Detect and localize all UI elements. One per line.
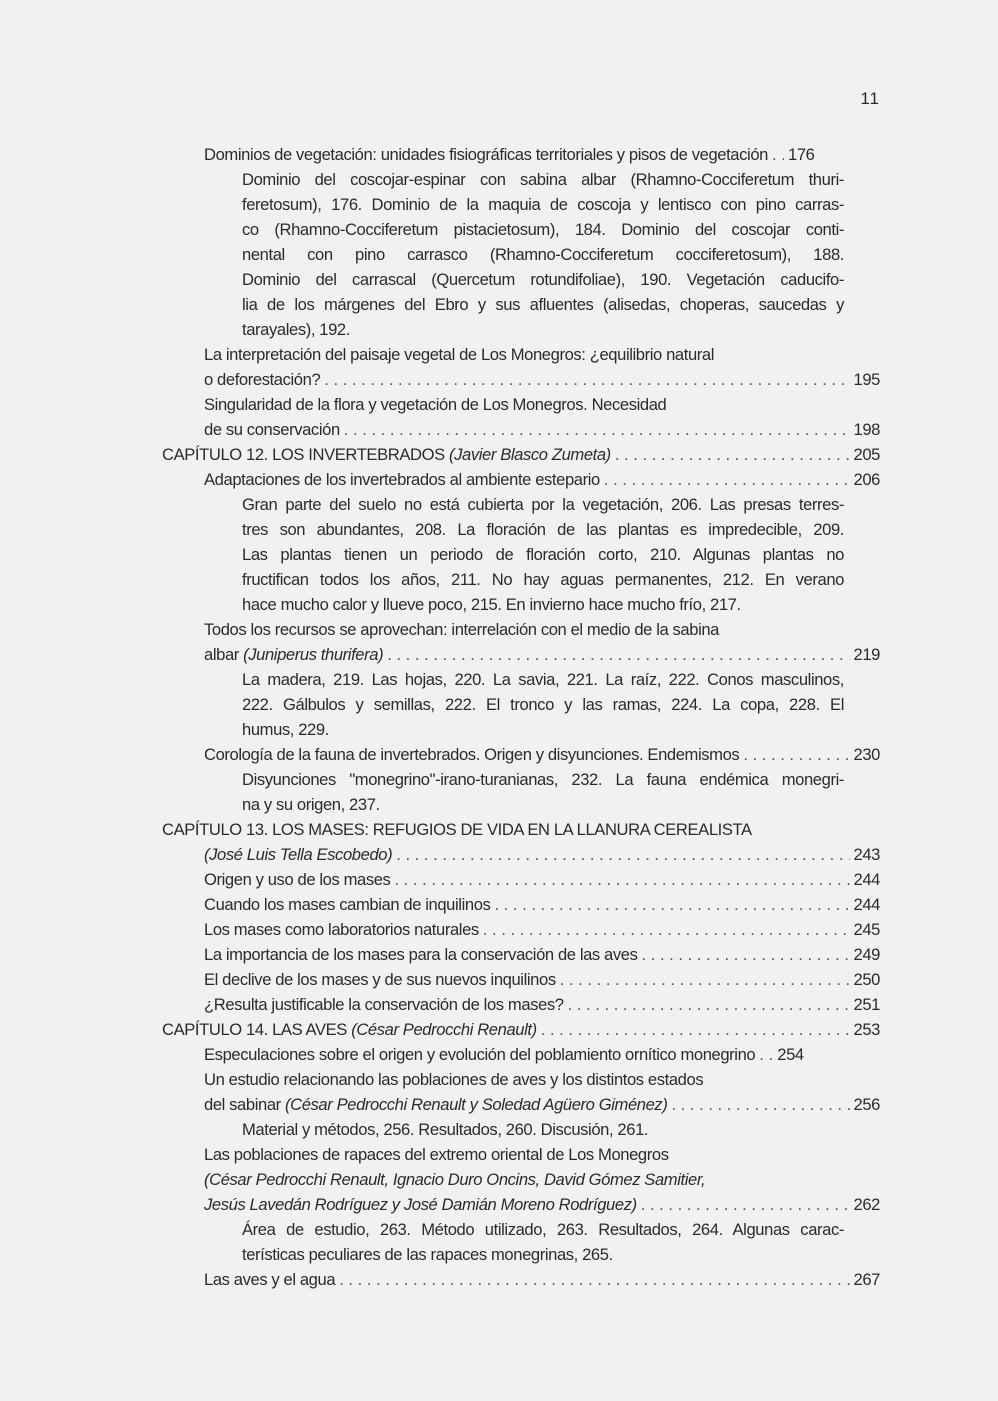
toc-page-number: 262 xyxy=(853,1195,880,1214)
toc-entry-especulaciones xyxy=(162,1042,880,1067)
leader-dots xyxy=(387,642,849,667)
toc-page-number: 254 xyxy=(777,1045,804,1064)
leader-dots xyxy=(560,967,850,992)
description-line: Gran parte del suelo no está cubierta por la vegetación, 206. Las presas terres- xyxy=(242,495,844,514)
description-line: tarayales), 192. xyxy=(242,320,350,339)
toc-page-number: 206 xyxy=(853,470,880,489)
leader-dots xyxy=(759,1042,773,1067)
toc-chapter-13 xyxy=(162,842,880,867)
leader-dots xyxy=(642,942,850,967)
page-number: 11 xyxy=(860,89,880,108)
leader-dots xyxy=(344,417,850,442)
toc-entry-description xyxy=(162,767,880,817)
leader-dots xyxy=(671,1092,849,1117)
description-line: co (Rhamno-Cocciferetum pistacietosum), 184. Dominio del coscojar conti- xyxy=(242,220,844,239)
toc-page-number: 267 xyxy=(853,1270,880,1289)
leader-dots xyxy=(568,992,850,1017)
leader-dots xyxy=(641,1192,850,1217)
toc-entry-title: Origen y uso de los mases xyxy=(204,870,391,889)
leader-dots xyxy=(743,742,849,767)
toc-entry-title: de su conservación xyxy=(204,420,340,439)
toc-entry-title: ¿Resulta justificable la conservación de los mases? xyxy=(204,995,564,1014)
leader-dots xyxy=(494,892,849,917)
toc-entry-title: Las aves y el agua xyxy=(204,1270,336,1289)
toc-chapter-14 xyxy=(162,1017,880,1042)
toc-page-number: 205 xyxy=(853,445,880,464)
chapter-title: CAPÍTULO 13. LOS MASES: REFUGIOS DE VIDA EN LA LLANURA CEREALISTA xyxy=(162,820,752,839)
leader-dots xyxy=(324,367,849,392)
toc-page-number: 253 xyxy=(853,1020,880,1039)
toc-entry xyxy=(162,867,880,892)
species-name: (Juniperus thurifera) xyxy=(243,645,384,664)
toc-page-number: 243 xyxy=(853,845,880,864)
chapter-author: (José Luis Tella Escobedo) xyxy=(204,845,393,864)
description-line: tres son abundantes, 208. La floración de las plantas es impredecible, 209. xyxy=(242,520,844,539)
toc-entry-title: La interpretación del paisaje vegetal de Los Monegros: ¿equilibrio natural xyxy=(204,345,715,364)
description-line: Área de estudio, 263. Método utilizado, 263. Resultados, 264. Algunas carac- xyxy=(242,1220,844,1239)
description-line: Dominio del coscojar-espinar con sabina albar (Rhamno-Cocciferetum thuri- xyxy=(242,170,844,189)
toc-entry-title: Dominios de vegetación: unidades fisiográficas territoriales y pisos de vegetación xyxy=(204,145,768,164)
toc-entry-title: albar xyxy=(204,645,239,664)
leader-dots xyxy=(541,1017,850,1042)
chapter-author: (César Pedrocchi Renault) xyxy=(351,1020,537,1039)
description-line: hace mucho calor y llueve poco, 215. En invierno hace mucho frío, 217. xyxy=(242,595,741,614)
leader-dots xyxy=(772,142,784,167)
toc-entry-title: El declive de los mases y de sus nuevos inquilinos xyxy=(204,970,556,989)
chapter-author: (Javier Blasco Zumeta) xyxy=(449,445,611,464)
leader-dots xyxy=(483,917,850,942)
description-line: terísticas peculiares de las rapaces monegrinas, 265. xyxy=(242,1245,613,1264)
toc-entry-estudio xyxy=(162,1092,880,1117)
toc-entry-title: Un estudio relacionando las poblaciones de aves y los distintos estados xyxy=(204,1070,704,1089)
toc-entry-title: La importancia de los mases para la conservación de las aves xyxy=(204,945,638,964)
description-line: Disyunciones "monegrino"-irano-turanianas, 232. La fauna endémica monegri- xyxy=(242,770,844,789)
toc-entry-recursos xyxy=(162,642,880,667)
leader-dots xyxy=(396,842,849,867)
chapter-title: CAPÍTULO 14. LAS AVES xyxy=(162,1020,347,1039)
toc-entry-rapaces xyxy=(162,1192,880,1217)
toc-entry-corologia xyxy=(162,742,880,767)
toc-entry-title: Todos los recursos se aprovechan: interrelación con el medio de la sabina xyxy=(204,620,720,639)
toc-entry xyxy=(162,992,880,1017)
toc-entry-title: Singularidad de la flora y vegetación de Los Monegros. Necesidad xyxy=(204,395,667,414)
toc-entry-description xyxy=(162,492,880,617)
toc-entry xyxy=(162,917,880,942)
toc-entry-interpretacion xyxy=(162,367,880,392)
toc-entry-title: Adaptaciones de los invertebrados al ambiente estepario xyxy=(204,470,600,489)
toc-entry-description xyxy=(162,167,880,342)
toc-chapter-12 xyxy=(162,442,880,467)
entry-author: Jesús Lavedán Rodríguez y José Damián Moreno Rodríguez) xyxy=(204,1195,637,1214)
description-line: La madera, 219. Las hojas, 220. La savia, 221. La raíz, 222. Conos masculinos, xyxy=(242,670,844,689)
toc-page-number: 251 xyxy=(853,995,880,1014)
chapter-title: CAPÍTULO 12. LOS INVERTEBRADOS xyxy=(162,445,445,464)
leader-dots xyxy=(394,867,849,892)
toc-entry-adaptaciones xyxy=(162,467,880,492)
toc-page-number: 245 xyxy=(853,920,880,939)
toc-page-number: 195 xyxy=(853,370,880,389)
description-line: Dominio del carrascal (Quercetum rotundifoliae), 190. Vegetación caducifo- xyxy=(242,270,844,289)
description-line: feretosum), 176. Dominio de la maquia de coscoja y lentisco con pino carras- xyxy=(242,195,844,214)
toc-entry-description xyxy=(162,1117,880,1142)
description-line: fructifican todos los años, 211. No hay aguas permanentes, 212. En verano xyxy=(242,570,844,589)
toc-entry-title: Corología de la fauna de invertebrados. Origen y disyunciones. Endemismos xyxy=(204,745,740,764)
leader-dots xyxy=(615,442,850,467)
toc-page-number: 198 xyxy=(853,420,880,439)
toc-page-number: 256 xyxy=(853,1095,880,1114)
toc-entry-title: Especulaciones sobre el origen y evolución del poblamiento ornítico monegrino xyxy=(204,1045,756,1064)
toc-page-number: 230 xyxy=(853,745,880,764)
toc-page-number: 250 xyxy=(853,970,880,989)
leader-dots xyxy=(339,1267,849,1292)
toc-page-number: 249 xyxy=(853,945,880,964)
description-line: Las plantas tienen un periodo de floración corto, 210. Algunas plantas no xyxy=(242,545,844,564)
toc-entry-description xyxy=(162,1217,880,1267)
toc-entry-title: Cuando los mases cambian de inquilinos xyxy=(204,895,491,914)
description-line: 222. Gálbulos y semillas, 222. El tronco y las ramas, 224. La copa, 228. El xyxy=(242,695,844,714)
description-line: lia de los márgenes del Ebro y sus afluentes (alisedas, choperas, saucedas y xyxy=(242,295,844,314)
toc-page-number: 244 xyxy=(853,870,880,889)
toc-page-number: 219 xyxy=(853,645,880,664)
table-of-contents xyxy=(162,142,880,1292)
description-line: humus, 229. xyxy=(242,720,329,739)
toc-entry-title: Los mases como laboratorios naturales xyxy=(204,920,479,939)
toc-entry-singularidad xyxy=(162,417,880,442)
toc-entry xyxy=(162,892,880,917)
toc-entry-dominios xyxy=(162,142,880,167)
entry-author: (César Pedrocchi Renault, Ignacio Duro Oncins, David Gómez Samitier, xyxy=(204,1170,706,1189)
toc-page-number: 176 xyxy=(787,145,815,164)
toc-entry xyxy=(162,942,880,967)
toc-entry-title: Las poblaciones de rapaces del extremo oriental de Los Monegros xyxy=(204,1145,669,1164)
toc-entry xyxy=(162,967,880,992)
toc-page-number: 244 xyxy=(853,895,880,914)
entry-author: (César Pedrocchi Renault y Soledad Agüero Giménez) xyxy=(285,1095,668,1114)
toc-entry-description xyxy=(162,667,880,742)
toc-entry-title: del sabinar xyxy=(204,1095,281,1114)
leader-dots xyxy=(604,467,850,492)
description-line: na y su origen, 237. xyxy=(242,795,380,814)
description-line: Material y métodos, 256. Resultados, 260. Discusión, 261. xyxy=(242,1120,649,1139)
description-line: nental con pino carrasco (Rhamno-Cocciferetum cocciferetosum), 188. xyxy=(242,245,844,264)
toc-entry-title: o deforestación? xyxy=(204,370,321,389)
toc-entry-agua xyxy=(162,1267,880,1292)
